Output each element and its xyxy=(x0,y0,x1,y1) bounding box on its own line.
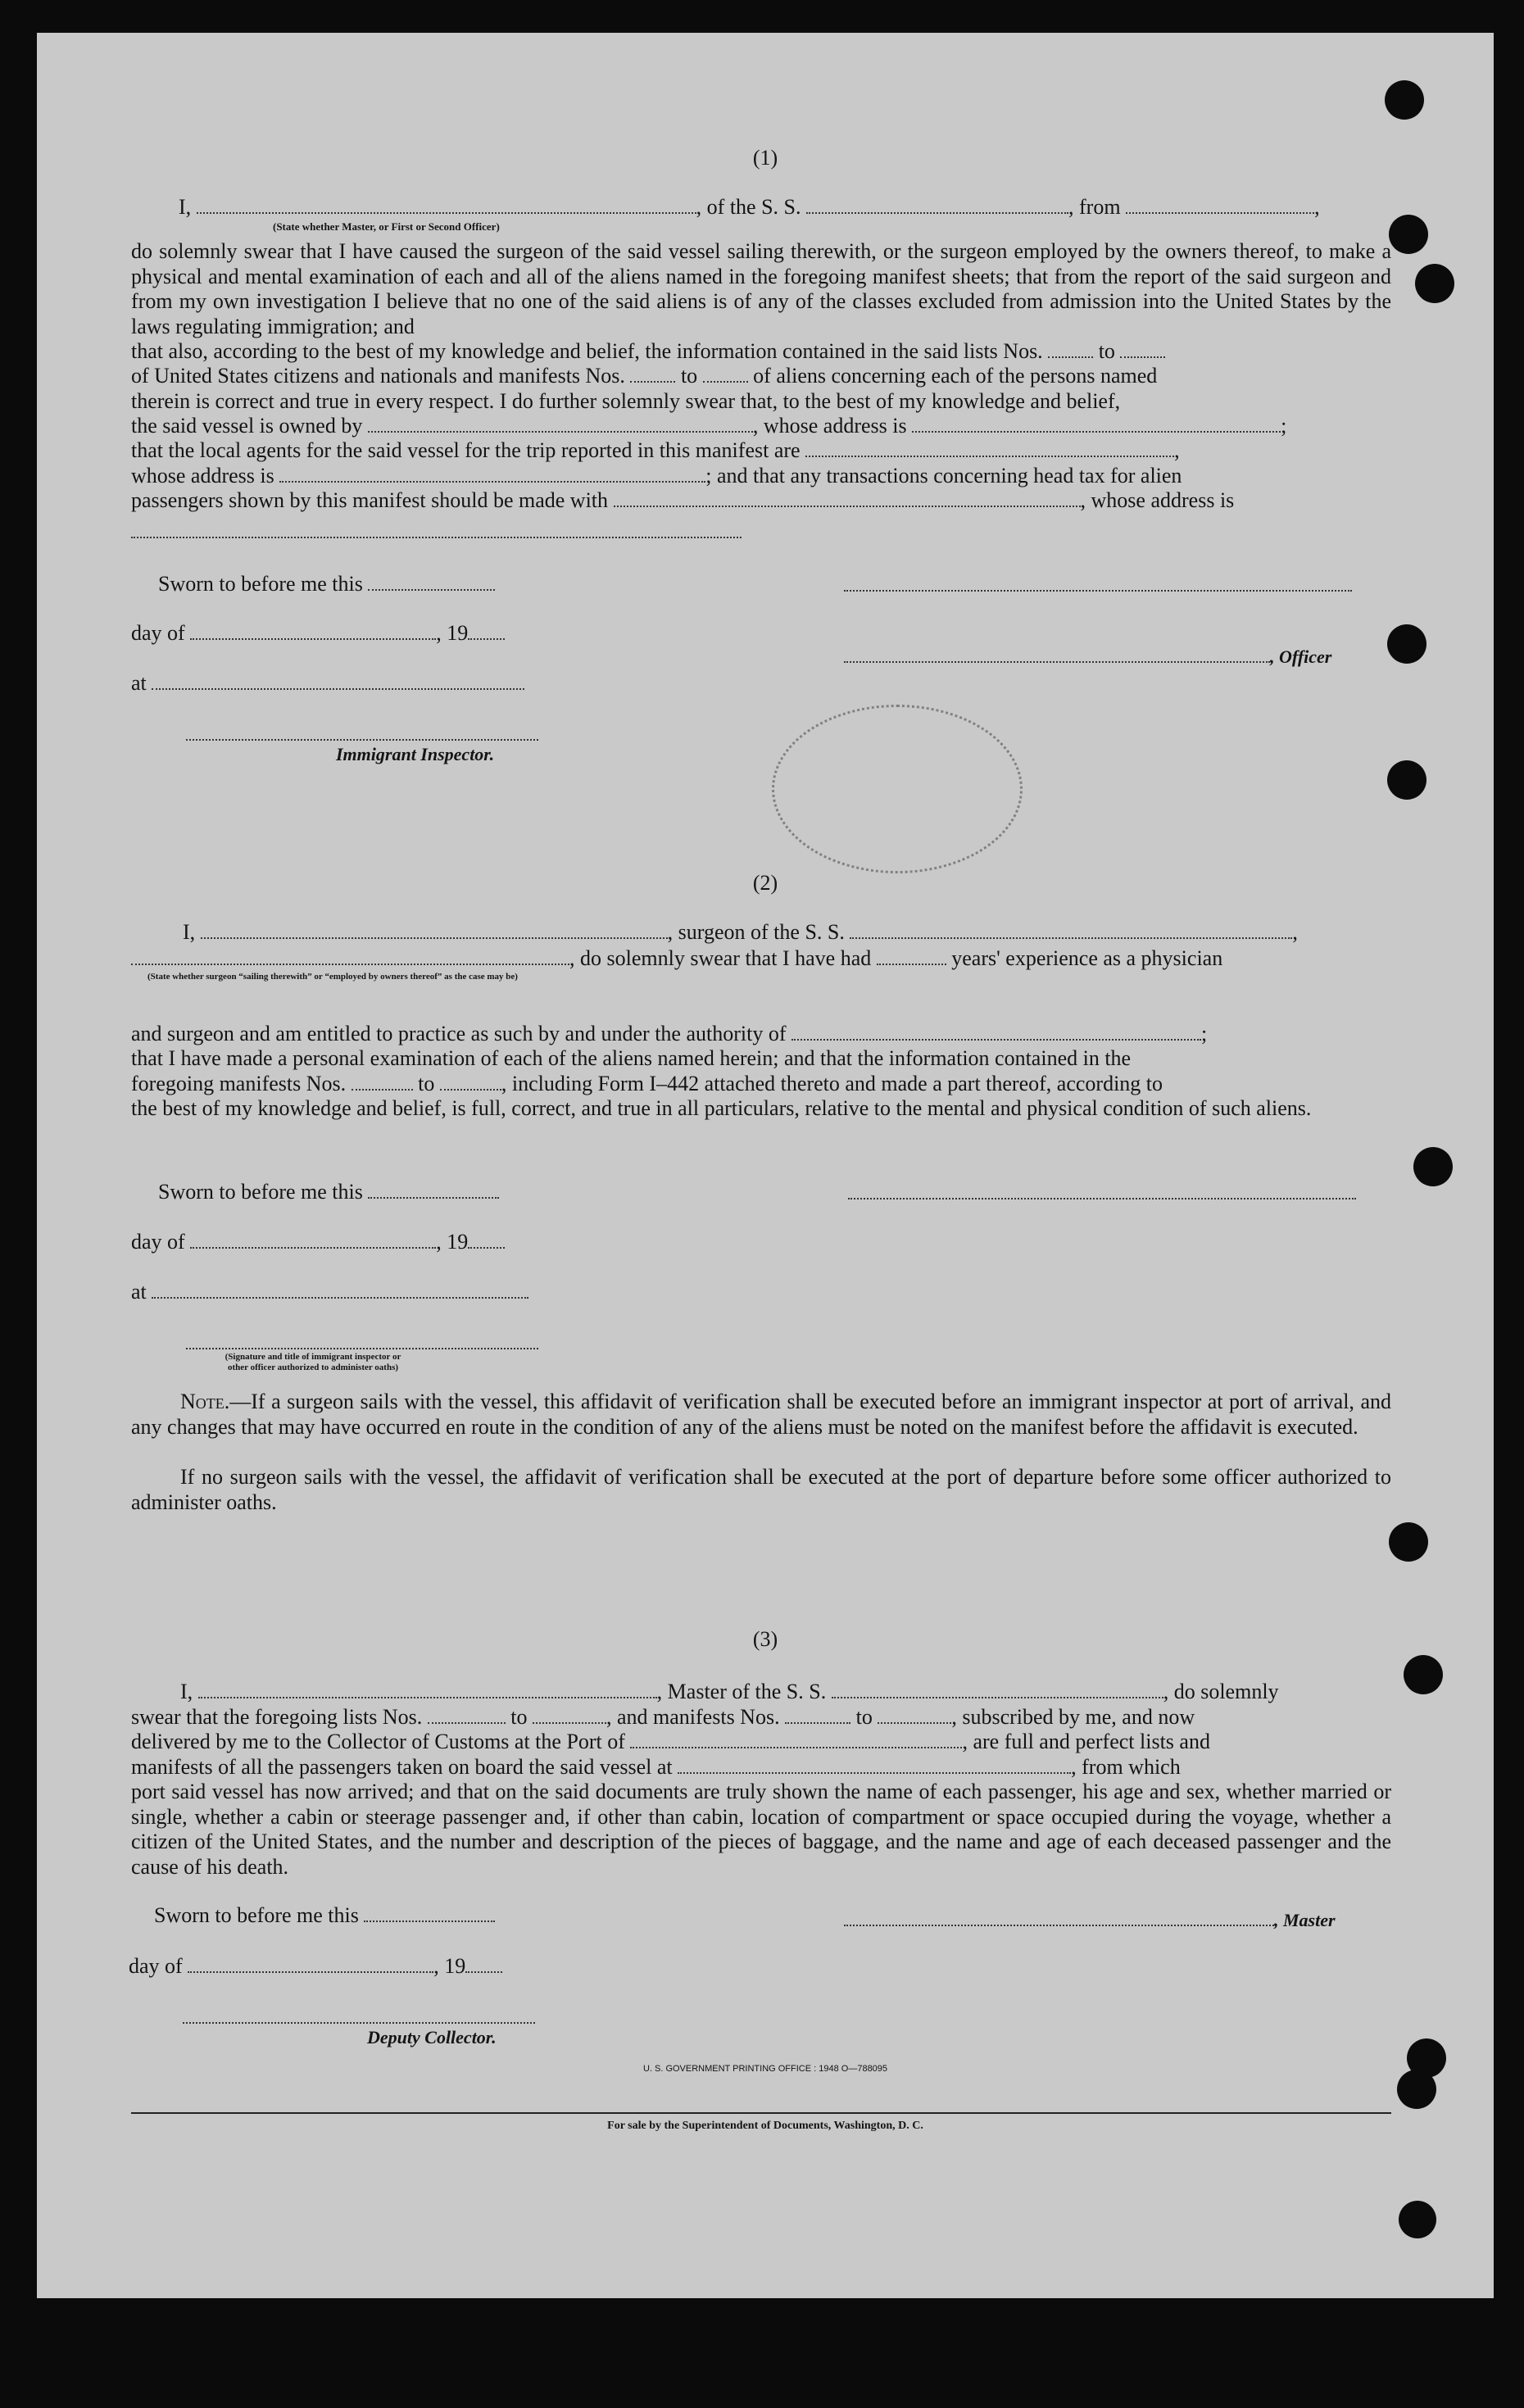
s1-lb1: of United States citizens and nationals and manifests Nos. xyxy=(131,364,625,388)
s2-line-i xyxy=(183,920,1298,945)
s2-at xyxy=(131,1280,528,1304)
s2-manifests-to-field[interactable] xyxy=(440,1089,501,1091)
s2-sworn xyxy=(158,1180,499,1204)
s1-lf1: whose address is xyxy=(131,464,274,487)
s3-lb2: , are full and perfect lists and xyxy=(962,1730,1210,1753)
punch-hole-7 xyxy=(1389,1522,1428,1562)
owner-field[interactable] xyxy=(368,431,753,433)
head-tax-party-field[interactable] xyxy=(614,506,1081,507)
s2-surgeon: , surgeon of the S. S. xyxy=(667,920,845,944)
agents-address-field[interactable] xyxy=(279,481,705,483)
s3-nineteen: , 19 xyxy=(433,1954,466,1978)
s3-la1: swear that the foregoing lists Nos. xyxy=(131,1705,423,1729)
s1-signature-line[interactable] xyxy=(844,590,1352,592)
s3-la3: , subscribed by me, and now xyxy=(951,1705,1195,1729)
s1-lf2: ; and that any transactions concerning head tax for alien xyxy=(705,464,1182,487)
s3-lc2: , from which xyxy=(1071,1755,1181,1779)
s1-line-c: therein is correct and true in every respect. I do further solemnly swear that, to the best of my knowledge and belief, xyxy=(131,389,1121,413)
s2-year-field[interactable] xyxy=(468,1247,505,1249)
ship-name-field[interactable] xyxy=(806,212,1068,214)
s2-day-of xyxy=(131,1230,505,1254)
section-2-number: (2) xyxy=(752,871,778,895)
s1-year-field[interactable] xyxy=(468,638,505,640)
s1-inspector-line[interactable] xyxy=(186,739,538,741)
s2-comma: , xyxy=(1292,920,1298,944)
s3-master: , Master of the S. S. xyxy=(656,1680,827,1703)
s3-sworn-text: Sworn to before me this xyxy=(154,1903,359,1927)
s1-sworn-date-field[interactable] xyxy=(368,589,495,591)
s2-nineteen: , 19 xyxy=(436,1230,469,1254)
s3-para-d: port said vessel has now arrived; and that on the said documents are truly shown the name of each passenger, his age and sex, whether married or single, whether a cabin or steerage passenger and, if other than cabin, location of compartment or space occupied during the voyage, whether a citizen of the United States, and the number and description of the pieces of baggage, and the name and age of each deceased passenger and the cause of his death. xyxy=(131,1780,1391,1879)
s3-manifests-from-field[interactable] xyxy=(785,1722,850,1724)
punch-hole-1 xyxy=(1385,80,1424,120)
s3-sworn xyxy=(154,1903,495,1928)
s2-sig-note: (Signature and title of immigrant inspector or other officer authorized to administer oaths) xyxy=(225,1352,401,1372)
s1-at-text: at xyxy=(131,671,147,695)
s1-comma-2: , xyxy=(1174,438,1180,462)
s2-at-field[interactable] xyxy=(152,1297,528,1299)
s1-line-g xyxy=(131,488,1234,513)
s1-ld2: , whose address is xyxy=(752,414,907,438)
s3-lb1: delivered by me to the Collector of Customs at the Port of xyxy=(131,1730,625,1753)
note-surgeon: (State whether surgeon “sailing therewith” or “employed by owners thereof” as the case may be) xyxy=(147,972,518,982)
manifests-from-field[interactable] xyxy=(630,381,675,383)
s3-master-field[interactable] xyxy=(198,1697,657,1698)
years-field[interactable] xyxy=(877,964,946,965)
punch-hole-11 xyxy=(1399,2201,1436,2238)
master-name-field[interactable] xyxy=(197,212,696,214)
lists-from-field[interactable] xyxy=(1048,356,1093,358)
lists-to-field[interactable] xyxy=(1120,356,1165,358)
s1-i: I, xyxy=(179,195,192,219)
s1-at xyxy=(131,671,524,696)
s3-line-i xyxy=(180,1680,1279,1704)
s1-line-b xyxy=(131,364,1157,388)
customs-stamp xyxy=(772,705,1023,873)
form-page xyxy=(37,33,1494,2298)
footer-rule xyxy=(131,2112,1391,2114)
s1-sworn xyxy=(158,572,495,596)
s2-signature-line[interactable] xyxy=(848,1198,1356,1199)
s1-line-f xyxy=(131,464,1182,488)
punch-hole-2 xyxy=(1389,215,1428,254)
s1-day-of xyxy=(131,621,505,646)
s2-sworn-date-field[interactable] xyxy=(368,1197,499,1199)
s2-inspector-line[interactable] xyxy=(186,1348,538,1349)
s1-nineteen: , 19 xyxy=(436,621,469,645)
s3-solemnly: , do solemnly xyxy=(1163,1680,1279,1703)
s2-para-d: the best of my knowledge and belief, is full, correct, and true in all particulars, relative to the mental and physical condition of such aliens. xyxy=(131,1096,1312,1120)
s1-line-a xyxy=(131,339,1165,364)
s3-line-a xyxy=(131,1705,1195,1730)
s2-manifests-from-field[interactable] xyxy=(352,1089,413,1091)
s2-at-text: at xyxy=(131,1280,147,1304)
s3-i: I, xyxy=(180,1680,193,1703)
s3-manifests-to-field[interactable] xyxy=(878,1722,951,1724)
s1-comma: , xyxy=(1314,195,1320,219)
s2-ship-field[interactable] xyxy=(850,937,1292,939)
punch-hole-5 xyxy=(1387,760,1426,800)
s1-line-i xyxy=(179,195,1320,220)
s2-lc1: foregoing manifests Nos. xyxy=(131,1072,347,1095)
s3-line-b xyxy=(131,1730,1210,1754)
s2-line-c xyxy=(131,1072,1163,1096)
s3-ship-field[interactable] xyxy=(832,1697,1163,1698)
s2-auth: and surgeon and am entitled to practice as such by and under the authority of xyxy=(131,1022,787,1045)
s2-note-text: —If a surgeon sails with the vessel, this affidavit of verification shall be executed before an immigrant inspector at port of arrival, and any changes that may have occurred en route in the condition of any of the aliens must be noted on the manifest before the affidavit is executed. xyxy=(131,1390,1391,1439)
s2-note xyxy=(131,1390,1391,1440)
s1-lg2: , whose address is xyxy=(1080,488,1235,512)
s1-sworn-text: Sworn to before me this xyxy=(158,572,363,596)
section-3-number: (3) xyxy=(752,1627,778,1651)
s2-line-b: that I have made a personal examination of each of the aliens named herein; and that the information contained in the xyxy=(131,1046,1132,1070)
s2-day-field[interactable] xyxy=(190,1247,436,1249)
s2-sworn-text: Sworn to before me this xyxy=(158,1180,363,1204)
s2-semi: ; xyxy=(1201,1022,1208,1045)
s2-note-2: If no surgeon sails with the vessel, the affidavit of verification shall be executed at the port of departure before some officer authorized to administer oaths. xyxy=(131,1465,1391,1514)
punch-hole-4 xyxy=(1387,624,1426,664)
s1-semi: ; xyxy=(1281,414,1287,438)
s1-line-d xyxy=(131,414,1286,438)
s1-lb2: of aliens concerning each of the persons named xyxy=(753,364,1158,388)
sale-notice: For sale by the Superintendent of Documents, Washington, D. C. xyxy=(607,2120,923,2132)
s2-lc2: , including Form I–442 attached thereto and made a part thereof, according to xyxy=(501,1072,1163,1095)
s3-lc1: manifests of all the passengers taken on board the said vessel at xyxy=(131,1755,673,1779)
manifests-to-field[interactable] xyxy=(703,381,748,383)
s2-line-auth xyxy=(131,1022,1207,1046)
s3-day-of xyxy=(129,1954,502,1979)
s3-line-c xyxy=(131,1755,1181,1780)
authority-field[interactable] xyxy=(791,1039,1201,1041)
gpo-imprint: U. S. GOVERNMENT PRINTING OFFICE : 1948 O—788095 xyxy=(642,2064,888,2074)
s1-le: that the local agents for the said vessel for the trip reported in this manifest are xyxy=(131,438,801,462)
s3-sworn-date-field[interactable] xyxy=(364,1921,495,1922)
surgeon-name-field[interactable] xyxy=(201,937,668,939)
s2-to: to xyxy=(418,1072,435,1095)
s3-day-field[interactable] xyxy=(188,1971,433,1973)
s1-ld1: the said vessel is owned by xyxy=(131,414,363,438)
punch-hole-10 xyxy=(1397,2070,1436,2109)
s3-master-label: , Master xyxy=(1274,1910,1336,1930)
s3-master-sig-field[interactable] xyxy=(844,1925,1274,1926)
owner-address-field[interactable] xyxy=(912,431,1281,433)
s1-officer-label: , Officer xyxy=(1270,646,1332,667)
s1-la: that also, according to the best of my knowledge and belief, the information contained in the said lists Nos. xyxy=(131,339,1043,363)
from-port-field[interactable] xyxy=(1126,212,1314,214)
s1-line-e xyxy=(131,438,1180,463)
s2-line-swear xyxy=(131,946,1222,971)
punch-hole-8 xyxy=(1404,1655,1443,1694)
s3-lists-from-field[interactable] xyxy=(428,1722,506,1724)
punch-hole-3 xyxy=(1415,264,1454,303)
s1-day-of-text: day of xyxy=(131,621,185,645)
s3-collector-line[interactable] xyxy=(183,2022,535,2024)
s1-officer-field[interactable] xyxy=(844,661,1270,663)
s1-to-1: to xyxy=(1098,339,1115,363)
s1-inspector-label: Immigrant Inspector. xyxy=(336,744,495,764)
s3-deputy-label: Deputy Collector. xyxy=(367,2027,497,2047)
agents-field[interactable] xyxy=(805,456,1174,457)
s2-note-label: Note. xyxy=(180,1390,230,1413)
port-field[interactable] xyxy=(630,1747,962,1748)
s3-la2: , and manifests Nos. xyxy=(606,1705,780,1729)
s1-to-2: to xyxy=(680,364,698,388)
s2-swear: , do solemnly swear that I have had xyxy=(569,946,872,970)
s3-day-of-text: day of xyxy=(129,1954,183,1978)
s3-lists-to-field[interactable] xyxy=(533,1722,606,1724)
s1-para-a: do solemnly swear that I have caused the surgeon of the said vessel sailing therewith, or the surgeon employed by the owners thereof, to make a physical and mental examination of each and all of the aliens named in the foregoing manifest sheets; that from the report of the said surgeon and from my own investigation I believe that no one of the said aliens is of any of the classes excluded from admission into the United States by the laws regulating immigration; and xyxy=(131,239,1391,338)
s2-day-of-text: day of xyxy=(131,1230,185,1254)
s3-to-2: to xyxy=(855,1705,873,1729)
s1-of-ss: , of the S. S. xyxy=(696,195,801,219)
head-tax-address-field[interactable] xyxy=(131,537,742,538)
note-master: (State whether Master, or First or Second Officer) xyxy=(273,220,500,233)
surgeon-type-field[interactable] xyxy=(131,964,569,965)
section-1-number: (1) xyxy=(752,146,778,170)
s1-day-field[interactable] xyxy=(190,638,436,640)
s3-master-sig xyxy=(844,1907,1336,1933)
s3-year-field[interactable] xyxy=(465,1971,502,1973)
embark-port-field[interactable] xyxy=(678,1772,1071,1774)
s2-years: years' experience as a physician xyxy=(951,946,1223,970)
s1-lg1: passengers shown by this manifest should be made with xyxy=(131,488,609,512)
s1-officer xyxy=(844,644,1331,669)
s1-at-field[interactable] xyxy=(152,688,524,690)
s2-i: I, xyxy=(183,920,196,944)
s3-to-1: to xyxy=(510,1705,528,1729)
s1-from: , from xyxy=(1068,195,1121,219)
punch-hole-6 xyxy=(1413,1147,1453,1186)
